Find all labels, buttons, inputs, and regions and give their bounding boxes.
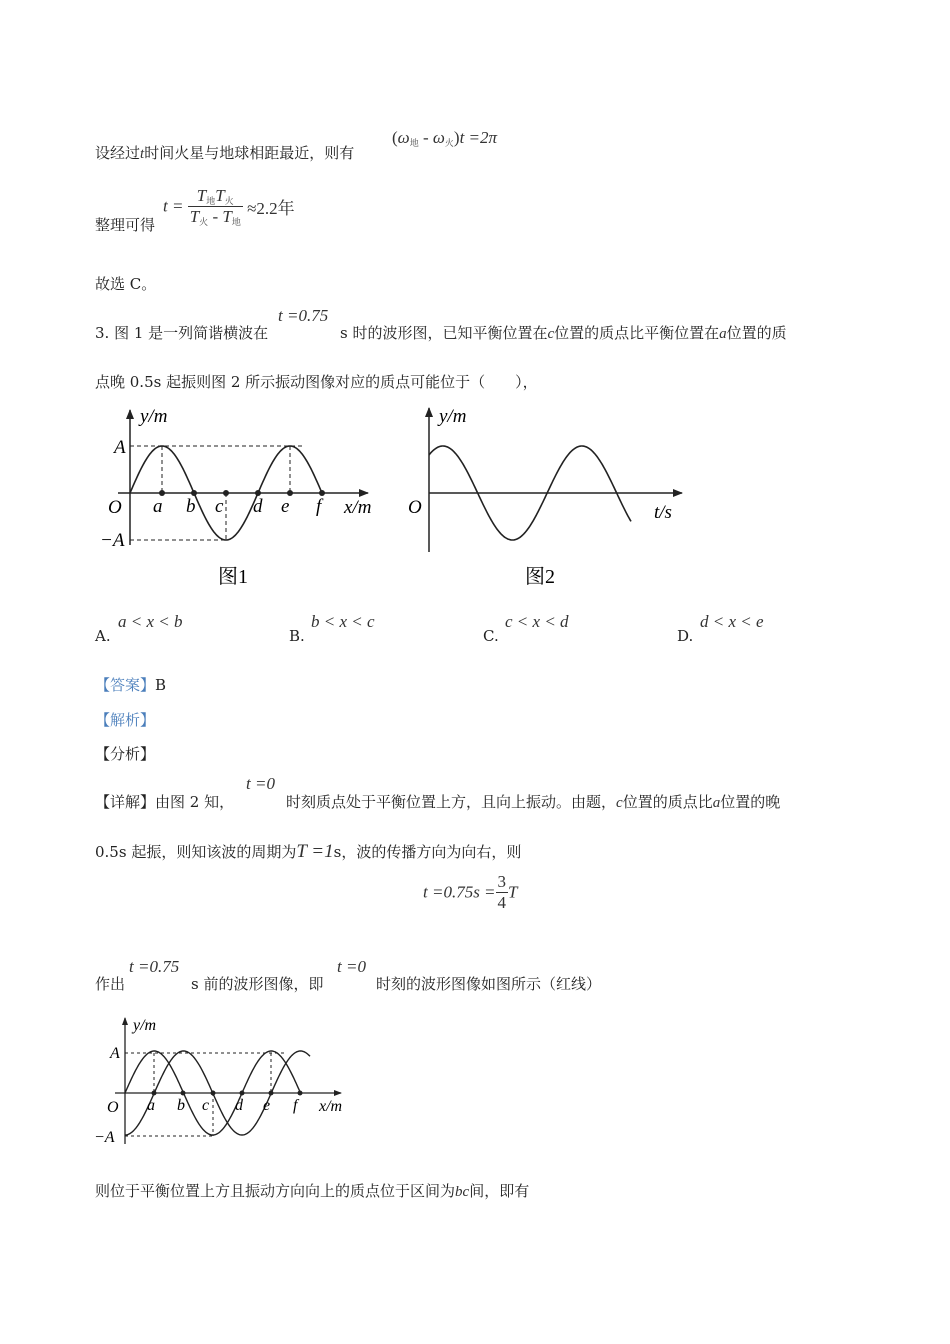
- point-label-c: c: [202, 1097, 210, 1114]
- zuochu-c: 时刻的波形图像如图所示（红线）: [376, 975, 602, 993]
- formula-sub: 地: [409, 138, 419, 148]
- text-line-2: 整理可得: [95, 216, 156, 234]
- point-label-f: f: [293, 1097, 298, 1114]
- x-axis-label: x/m: [319, 1098, 343, 1115]
- point-label-e: e: [263, 1097, 271, 1114]
- formula-t-075: t =0.75: [278, 306, 329, 325]
- option-c-expr: c < x < d: [505, 612, 569, 631]
- variable-bc: bc: [455, 1184, 470, 1200]
- symbol: T: [222, 207, 232, 226]
- fraction-numerator: 3: [497, 872, 507, 891]
- point-dot-c: [211, 1091, 216, 1096]
- zuochu-a: 作出: [95, 975, 126, 993]
- point-label-d: d: [253, 496, 263, 517]
- formula-paren: (: [392, 128, 398, 147]
- formula-sub: 地: [206, 196, 216, 206]
- t-axis-label: t/s: [654, 502, 672, 523]
- origin-label: O: [408, 497, 422, 518]
- point-label-a: a: [147, 1097, 155, 1114]
- symbol: T: [189, 207, 200, 226]
- text-segment: 位置的质: [726, 324, 787, 342]
- detail-line-1b: [286, 791, 780, 812]
- y-axis-label: y/m: [140, 406, 168, 427]
- conclusion-line: 故选 C。: [95, 275, 157, 293]
- formula-lhs: t =0.75s =: [423, 882, 496, 902]
- option-d-label: D.: [677, 627, 694, 645]
- question-3-line-1b: [340, 322, 787, 343]
- text-segment: 由图 2 知，: [155, 793, 235, 811]
- figure-2-caption: 图2: [525, 566, 555, 588]
- variable-a: a: [719, 326, 727, 342]
- text-segment: 0.5s 起振，则知该波的周期为: [95, 843, 297, 861]
- symbol: T: [215, 186, 225, 205]
- last-line: [95, 1180, 529, 1201]
- option-c-label: C.: [483, 627, 499, 645]
- point-label-b: b: [186, 496, 196, 517]
- point-label-b: b: [177, 1097, 185, 1114]
- amplitude-label: A: [110, 1045, 120, 1062]
- formula-minus: -: [208, 207, 223, 226]
- detail-line-1a: [95, 791, 234, 812]
- text-segment: 位置的质点比: [622, 793, 713, 811]
- formula-period: [163, 186, 295, 227]
- variable-c: c: [616, 795, 623, 811]
- answer-value: B: [155, 676, 167, 694]
- option-a-label: A.: [95, 627, 111, 645]
- variable-t: t: [140, 146, 145, 162]
- text-segment: 时间火星与地球相距最近，则有: [144, 144, 355, 162]
- figure-3-waves: [93, 1012, 353, 1147]
- formula-fraction: [496, 872, 509, 913]
- point-dot-b: [181, 1091, 186, 1096]
- origin-label: O: [107, 1099, 119, 1116]
- text-segment: 则位于平衡位置上方且振动方向向上的质点位于区间为: [95, 1182, 456, 1200]
- formula-sub: 地: [231, 217, 241, 227]
- formula-omega-1: ω: [397, 128, 410, 147]
- text-segment: s，波的传播方向为向右，则: [333, 843, 522, 861]
- point-label-d: d: [235, 1097, 243, 1114]
- text-segment: 间，即有: [469, 1182, 530, 1200]
- figure-2-vibration: [400, 400, 690, 595]
- fraction-numerator: [188, 186, 243, 207]
- formula-sub: 火: [224, 196, 234, 206]
- text-line-1: [95, 142, 354, 163]
- text-segment: 设经过: [95, 144, 141, 162]
- fraction-denominator: [188, 207, 243, 227]
- detail-tag: 【详解】: [95, 793, 156, 811]
- point-label-a: a: [153, 496, 163, 517]
- zuochu-b: s 前的波形图像，即: [191, 975, 324, 993]
- formula-t-075-b: t =0.75: [129, 957, 180, 976]
- point-dot-a: [152, 1091, 157, 1096]
- point-label-f: f: [316, 496, 322, 517]
- answer-line: [95, 674, 166, 695]
- formula-t-0-b: t =0: [337, 957, 366, 976]
- point-dot-d: [240, 1091, 245, 1096]
- question-3-line-2: 点晚 0.5s 起振则图 2 所示振动图像对应的质点可能位于（ ），: [95, 373, 538, 391]
- text-segment: s 时的波形图，已知平衡位置在: [340, 324, 548, 342]
- figure-1-caption: 图1: [218, 566, 248, 588]
- x-axis-label: x/m: [344, 497, 372, 518]
- point-label-e: e: [281, 496, 290, 517]
- formula-sub: 火: [199, 217, 209, 227]
- formula-omega-2: ω: [432, 128, 445, 147]
- origin-label: O: [108, 497, 122, 518]
- symbol: T: [196, 186, 207, 205]
- point-dot-f: [298, 1091, 303, 1096]
- option-d-expr: d < x < e: [700, 612, 764, 631]
- variable-a: a: [712, 795, 721, 811]
- detail-line-2: [95, 841, 521, 863]
- text-segment: 位置的晚: [720, 793, 781, 811]
- y-axis-label: y/m: [439, 406, 467, 427]
- question-3-line-1: [95, 322, 268, 343]
- formula-minus: -: [418, 128, 433, 147]
- variable-c: c: [547, 326, 555, 342]
- formula-lhs: t =: [163, 196, 184, 216]
- point-dot-e: [269, 1091, 274, 1096]
- text-segment: 时刻质点处于平衡位置上方，且向上振动。由题，: [286, 793, 617, 811]
- formula-sub: 火: [444, 138, 454, 148]
- formula-t-equals-3-4-T: [423, 872, 518, 913]
- option-b-expr: b < x < c: [311, 612, 375, 631]
- text-segment: 3. 图 1 是一列简谐横波在: [95, 324, 269, 342]
- point-label-c: c: [215, 496, 224, 517]
- figure-1-wave: [100, 400, 390, 595]
- option-a-expr: a < x < b: [118, 612, 183, 631]
- answer-tag: 【答案】: [95, 676, 156, 694]
- fenxi-tag: 【分析】: [95, 745, 156, 763]
- neg-amplitude-label: −A: [94, 1129, 115, 1146]
- point-dot-c: [223, 490, 229, 496]
- option-b-label: B.: [289, 627, 305, 645]
- formula-T: T: [508, 882, 518, 902]
- amplitude-label: A: [114, 437, 126, 458]
- formula-rest: t =2π: [459, 128, 498, 147]
- y-axis-label: y/m: [133, 1017, 157, 1034]
- analysis-tag: 【解析】: [95, 711, 156, 729]
- formula-approx: ≈2.2年: [247, 199, 295, 218]
- neg-amplitude-label: −A: [100, 530, 125, 551]
- formula-fraction: [188, 186, 243, 227]
- formula-t-0: t =0: [246, 774, 275, 793]
- formula-omega: [392, 128, 497, 148]
- fraction-denominator: 4: [497, 893, 507, 912]
- text-segment: 位置的质点比平衡位置在: [554, 324, 720, 342]
- formula-period-value: T =1: [296, 841, 334, 862]
- formula-paren: ): [453, 128, 460, 147]
